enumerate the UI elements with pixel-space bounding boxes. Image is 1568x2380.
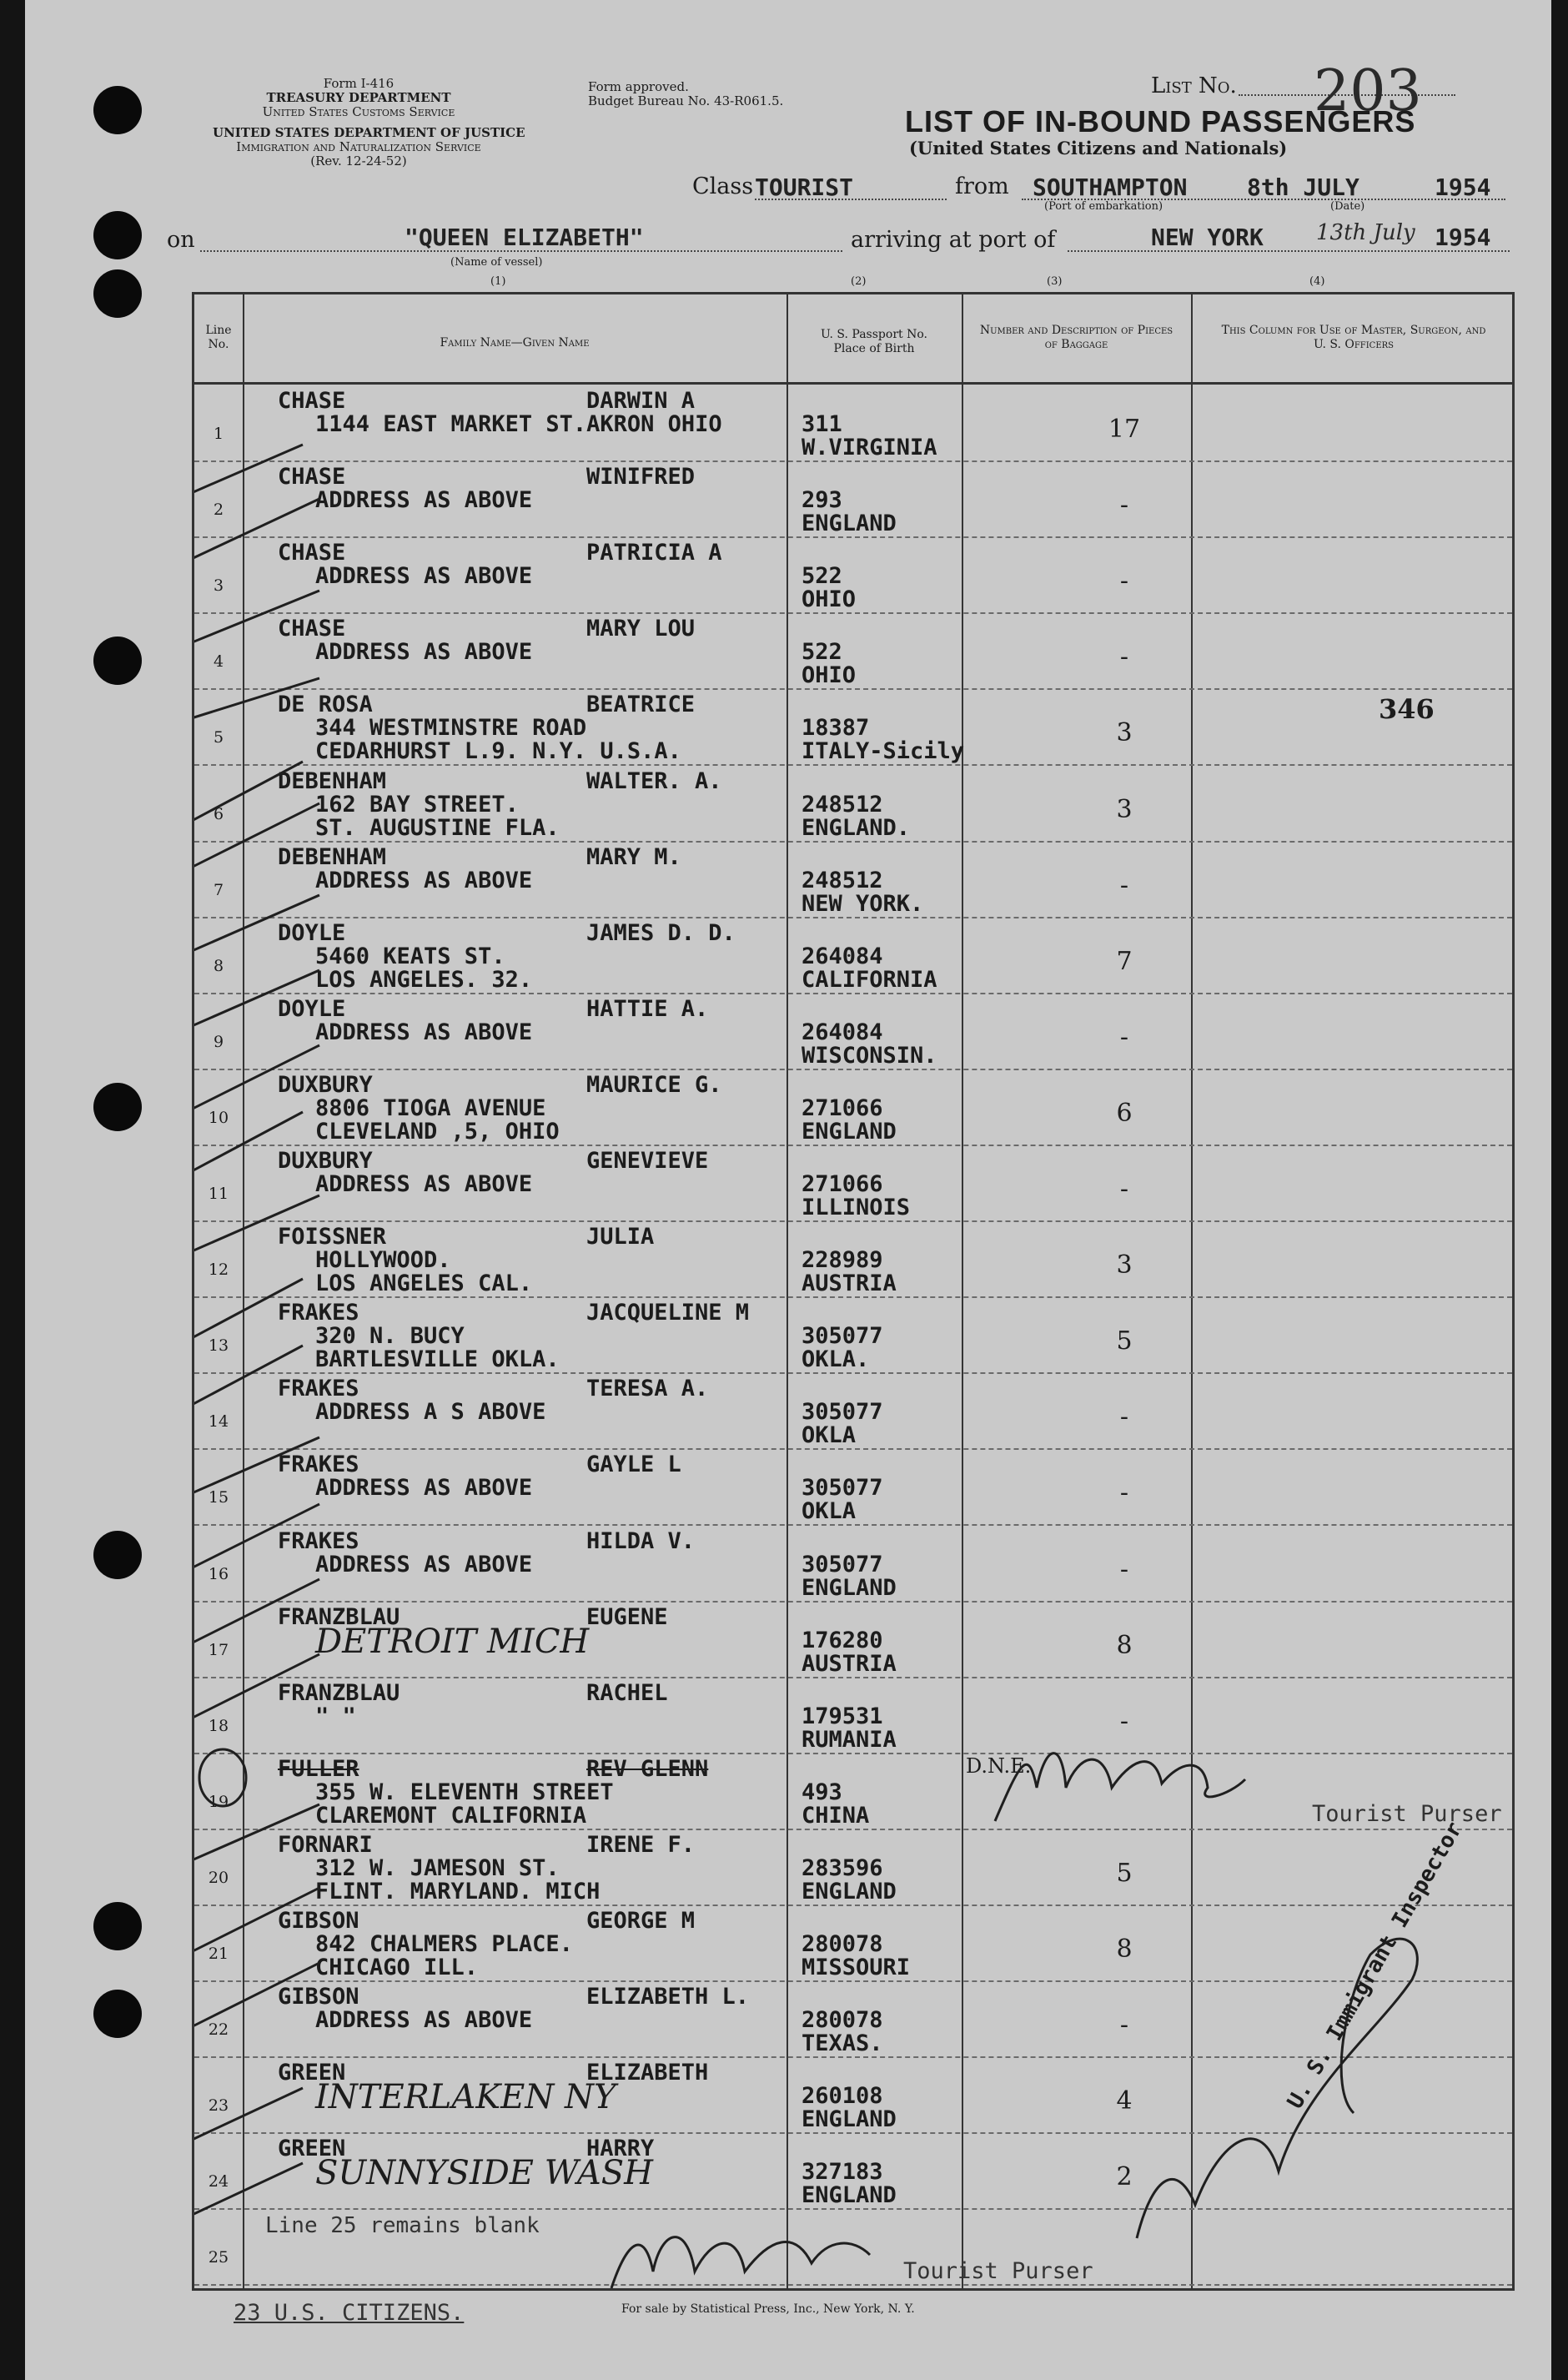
- passport-number: 248512: [802, 867, 883, 893]
- family-name: DUXBURY: [278, 1148, 373, 1174]
- place-of-birth: OHIO: [802, 662, 857, 689]
- passport-number: 280078: [802, 1931, 883, 1957]
- line-number: 8: [213, 956, 224, 975]
- line-number: 1: [213, 425, 224, 443]
- place-of-birth: ENGLAND: [802, 1878, 897, 1905]
- arrival-port: NEW YORK: [1151, 224, 1264, 251]
- address-line-1: 8806 TIOGA AVENUE: [315, 1094, 546, 1121]
- baggage-count: -: [1119, 1402, 1129, 1432]
- address-line-1: 355 W. ELEVENTH STREET: [315, 1779, 614, 1805]
- family-name: CHASE: [278, 616, 346, 642]
- citizen-count: 23 U.S. CITIZENS.: [234, 2300, 465, 2326]
- place-of-birth: ENGLAND.: [802, 814, 911, 841]
- line-number: 9: [213, 1032, 224, 1051]
- baggage-count: -: [1119, 1478, 1129, 1508]
- place-of-birth: OHIO: [802, 586, 857, 613]
- dne-note: D.N.E.: [966, 1754, 1032, 1778]
- header-passport: U. S. Passport No. Place of Birth: [821, 328, 927, 355]
- line25-note: Line 25 remains blank: [265, 2213, 540, 2238]
- arrival-year: 1954: [1435, 224, 1491, 251]
- form-approval: [588, 80, 783, 108]
- place-of-birth: W.VIRGINIA: [802, 435, 937, 460]
- address-line-1: 344 WESTMINSTRE ROAD: [315, 715, 587, 742]
- address-line-2: FLINT. MARYLAND. MICH: [315, 1878, 601, 1905]
- passport-number: 283596: [802, 1854, 883, 1881]
- form-revision: (Rev. 12-24-52): [310, 153, 407, 169]
- baggage-count: -: [1119, 1706, 1129, 1736]
- address-line-2: CEDARHURST L.9. N.Y. U.S.A.: [315, 738, 681, 765]
- passport-number: 264084: [802, 1019, 883, 1045]
- place-of-birth: OKLA: [802, 1498, 857, 1525]
- address-line-1: 1144 EAST MARKET ST.AKRON OHIO: [315, 411, 722, 437]
- address-line-1: 842 CHALMERS PLACE.: [315, 1931, 573, 1957]
- punch-hole: [93, 1902, 142, 1950]
- baggage-count: 17: [1108, 415, 1141, 444]
- family-name: CHASE: [278, 540, 346, 566]
- family-name: DOYLE: [278, 919, 346, 946]
- address-line-1: ADDRESS AS ABOVE: [315, 1019, 533, 1045]
- purser-signature-2: [611, 2237, 870, 2288]
- col-num-2: (2): [851, 275, 867, 288]
- baggage-count: -: [1119, 1554, 1129, 1584]
- on-label: on: [167, 227, 195, 253]
- header-officers: This Column for Use of Master, Surgeon, and U. S. Officers: [1221, 324, 1486, 351]
- place-of-birth: MISSOURI: [802, 1955, 911, 1980]
- baggage-count: -: [1119, 566, 1129, 596]
- address-line-1: ADDRESS AS ABOVE: [315, 867, 533, 893]
- line-number: 15: [208, 1488, 229, 1507]
- justice-dept: UNITED STATES DEPARTMENT OF JUSTICE: [213, 125, 525, 140]
- baggage-count: 3: [1116, 794, 1133, 824]
- embark-date: 8th JULY: [1247, 174, 1359, 201]
- vessel-caption: (Name of vessel): [450, 256, 543, 269]
- place-of-birth: NEW YORK.: [802, 890, 924, 917]
- family-name: CHASE: [278, 464, 346, 491]
- passport-number: 176280: [802, 1627, 883, 1653]
- baggage-count: 5: [1116, 1858, 1133, 1888]
- passport-number: 248512: [802, 791, 883, 818]
- given-name: HILDA V.: [586, 1527, 696, 1554]
- punch-hole: [93, 86, 142, 134]
- arriving-label: arriving at port of: [851, 227, 1056, 253]
- baggage-count: -: [1119, 1175, 1129, 1204]
- given-name: WINIFRED: [586, 464, 696, 491]
- passport-number: 260108: [802, 2083, 883, 2110]
- date-caption: (Date): [1330, 200, 1365, 213]
- list-no-label: List No.: [1151, 73, 1237, 98]
- passport-number: 271066: [802, 1171, 883, 1197]
- address-line-1: ADDRESS AS ABOVE: [315, 1171, 533, 1197]
- place-of-birth: ENGLAND: [802, 2182, 897, 2209]
- passport-number: 179531: [802, 1703, 883, 1729]
- address-line-1: 5460 KEATS ST.: [315, 943, 505, 969]
- family-name: FRAKES: [278, 1376, 359, 1402]
- family-name: DEBENHAM: [278, 843, 387, 870]
- passport-number: 522: [802, 639, 842, 666]
- passport-number: 18387: [802, 715, 870, 742]
- family-name: DOYLE: [278, 995, 346, 1022]
- from-label: from: [955, 174, 1009, 199]
- inspector-signature: [1137, 1939, 1417, 2238]
- given-name: GAYLE L: [586, 1452, 681, 1478]
- form-number: Form I-416: [323, 76, 395, 91]
- place-of-birth: TEXAS.: [802, 2030, 883, 2057]
- place-of-birth: AUSTRIA: [802, 1650, 897, 1677]
- baggage-count: 6: [1116, 1098, 1133, 1128]
- address-line-1: ADDRESS AS ABOVE: [315, 563, 533, 590]
- baggage-count: -: [1119, 870, 1129, 900]
- passport-number: 311: [802, 411, 842, 437]
- passport-number: 327183: [802, 2159, 883, 2186]
- baggage-count: 8: [1116, 1630, 1133, 1660]
- header-line-no: Line No.: [205, 324, 232, 351]
- punch-hole: [93, 1083, 142, 1131]
- line-number: 17: [208, 1640, 229, 1659]
- manifest-page: [25, 0, 1551, 2380]
- address-line-1: " ": [315, 1703, 356, 1729]
- address-line-1: ADDRESS A S ABOVE: [315, 1399, 546, 1426]
- given-name: GENEVIEVE: [586, 1148, 709, 1174]
- given-name: JACQUELINE M: [586, 1300, 750, 1326]
- family-name: DUXBURY: [278, 1071, 373, 1098]
- given-name: DARWIN A: [586, 388, 696, 414]
- line-number: 11: [208, 1185, 229, 1203]
- check-marks: [194, 445, 319, 2222]
- passport-number: 271066: [802, 1094, 883, 1121]
- inspector-stamp: U. S. Immigrant Inspector: [1283, 1818, 1468, 2113]
- passport-number: 305077: [802, 1551, 883, 1577]
- family-name: FRAKES: [278, 1300, 359, 1326]
- place-of-birth: AUSTRIA: [802, 1271, 897, 1297]
- place-of-birth: ENGLAND: [802, 1118, 897, 1145]
- family-name: FRAKES: [278, 1527, 359, 1554]
- given-name: ELIZABETH: [586, 2060, 709, 2086]
- address-line-1: DETROIT MICH: [315, 1622, 590, 1661]
- budget-bureau-text: Budget Bureau No. 43-R061.5.: [588, 93, 784, 108]
- class-line: [755, 199, 947, 200]
- given-name: REV GLENN: [586, 1755, 709, 1782]
- family-name: FRANZBLAU: [278, 1679, 400, 1706]
- treasury-dept: TREASURY DEPARTMENT: [266, 90, 451, 105]
- baggage-count: 2: [1116, 2162, 1133, 2192]
- address-line-1: HOLLYWOOD.: [315, 1247, 451, 1274]
- passport-number: 293: [802, 487, 842, 514]
- embark-port: SOUTHAMPTON: [1033, 174, 1188, 201]
- passport-number: 493: [802, 1779, 842, 1805]
- punch-hole: [93, 211, 142, 259]
- passport-number: 522: [802, 563, 842, 590]
- document-subtitle: (United States Citizens and Nationals): [909, 138, 1288, 158]
- baggage-count: -: [1119, 1022, 1129, 1052]
- vessel-name: "QUEEN ELIZABETH": [405, 224, 644, 251]
- form-approved-text: Form approved.: [588, 79, 689, 94]
- port-caption: (Port of embarkation): [1044, 200, 1163, 213]
- line-number: 3: [213, 576, 224, 596]
- place-of-birth: CHINA: [802, 1802, 870, 1829]
- family-name: GIBSON: [278, 1908, 359, 1934]
- address-line-1: ADDRESS AS ABOVE: [315, 1475, 533, 1502]
- punch-hole: [93, 1990, 142, 2038]
- address-line-2: ST. AUGUSTINE FLA.: [315, 814, 560, 841]
- baggage-count: 8: [1116, 1935, 1133, 1964]
- document-title: LIST OF IN-BOUND PASSENGERS: [905, 104, 1416, 138]
- line-number: 23: [208, 2096, 229, 2116]
- address-line-2: CHICAGO ILL.: [315, 1955, 479, 1980]
- line-number: 2: [213, 501, 224, 520]
- passport-number: 280078: [802, 2007, 883, 2034]
- punch-hole: [93, 269, 142, 318]
- given-name: JULIA: [586, 1224, 655, 1250]
- given-name: RACHEL: [586, 1679, 668, 1706]
- address-line-1: 162 BAY STREET.: [315, 791, 519, 818]
- place-of-birth: ENGLAND: [802, 2106, 897, 2133]
- line19-circle: [199, 1749, 246, 1806]
- address-line-2: CLEVELAND ,5, OHIO: [315, 1118, 560, 1145]
- place-of-birth: RUMANIA: [802, 1726, 897, 1753]
- given-name: JAMES D. D.: [586, 919, 736, 946]
- officer-mark: 346: [1379, 693, 1435, 725]
- line-number: 22: [208, 2020, 229, 2040]
- signatures-and-marks: [194, 294, 1512, 2288]
- passport-number: 305077: [802, 1323, 883, 1350]
- address-line-1: ADDRESS AS ABOVE: [315, 487, 533, 514]
- passenger-table: [192, 292, 1515, 2291]
- punch-hole: [93, 1531, 142, 1579]
- place-of-birth: CALIFORNIA: [802, 966, 937, 993]
- given-name: MAURICE G.: [586, 1071, 722, 1098]
- passport-number: 305077: [802, 1399, 883, 1426]
- given-name: PATRICIA A: [586, 540, 722, 566]
- place-of-birth: ENGLAND: [802, 1574, 897, 1601]
- line-number: 24: [208, 2172, 229, 2191]
- place-of-birth: ILLINOIS: [802, 1195, 911, 1220]
- address-line-2: BARTLESVILLE OKLA.: [315, 1346, 560, 1373]
- printer-credit: For sale by Statistical Press, Inc., New York, N. Y.: [621, 2302, 915, 2316]
- family-name: GREEN: [278, 2060, 346, 2086]
- given-name: HARRY: [586, 2136, 655, 2162]
- place-of-birth: ITALY-Sicily: [802, 738, 965, 765]
- family-name: DEBENHAM: [278, 767, 387, 794]
- given-name: IRENE F.: [586, 1831, 696, 1858]
- line-number: 16: [208, 1564, 229, 1583]
- place-of-birth: OKLA: [802, 1422, 857, 1449]
- baggage-count: 3: [1116, 1250, 1133, 1281]
- line-number: 14: [208, 1412, 229, 1432]
- line-number: 12: [208, 1260, 229, 1280]
- form-header-block: [213, 76, 525, 169]
- line-number: 10: [208, 1108, 229, 1127]
- family-name: DE ROSA: [278, 692, 373, 718]
- header-baggage: Number and Description of Pieces of Baggage: [979, 324, 1173, 351]
- header-name: Family Name—Given Name: [440, 336, 590, 350]
- purser-title-1: Tourist Purser: [1312, 1801, 1502, 1827]
- line-number: 19: [208, 1792, 229, 1811]
- family-name: FRAKES: [278, 1452, 359, 1478]
- class-label: Class: [692, 174, 754, 199]
- line-number: 18: [208, 1716, 229, 1735]
- place-of-birth: WISCONSIN.: [802, 1042, 937, 1069]
- baggage-count: -: [1119, 2010, 1129, 2040]
- address-line-1: ADDRESS AS ABOVE: [315, 2007, 533, 2034]
- line-number: 6: [213, 804, 224, 823]
- arrival-date-handwritten: 13th July: [1316, 220, 1415, 245]
- given-name: GEORGE M: [586, 1908, 696, 1934]
- purser-title-2: Tourist Purser: [903, 2258, 1093, 2284]
- line-number: 25: [208, 2248, 229, 2267]
- given-name: BEATRICE: [586, 692, 696, 718]
- address-line-1: ADDRESS AS ABOVE: [315, 639, 533, 666]
- given-name: MARY LOU: [586, 616, 696, 642]
- line-number: 21: [208, 1945, 229, 1963]
- embark-year: 1954: [1435, 174, 1491, 201]
- place-of-birth: ENGLAND: [802, 511, 897, 537]
- passport-number: 264084: [802, 943, 883, 969]
- given-name: HATTIE A.: [586, 995, 709, 1022]
- family-name: FULLER: [278, 1755, 359, 1782]
- list-no-value: 203: [1314, 58, 1422, 124]
- family-name: GIBSON: [278, 1984, 359, 2010]
- baggage-count: 4: [1116, 2086, 1133, 2116]
- family-name: FOISSNER: [278, 1224, 387, 1250]
- address-line-1: INTERLAKEN NY: [315, 2078, 616, 2117]
- family-name: FORNARI: [278, 1831, 373, 1858]
- given-name: MARY M.: [586, 843, 681, 870]
- class-value: TOURIST: [755, 174, 854, 201]
- given-name: TERESA A.: [586, 1376, 709, 1402]
- line-number: 7: [213, 880, 224, 899]
- customs-service: United States Customs Service: [262, 104, 455, 119]
- line-number: 5: [213, 728, 224, 747]
- given-name: WALTER. A.: [586, 767, 722, 794]
- passport-number: 228989: [802, 1247, 883, 1274]
- place-of-birth: OKLA.: [802, 1346, 870, 1373]
- baggage-count: -: [1119, 491, 1129, 521]
- ins-service: Immigration and Naturalization Service: [236, 139, 481, 154]
- punch-hole: [93, 637, 142, 685]
- passport-number: 305077: [802, 1475, 883, 1502]
- address-line-1: ADDRESS AS ABOVE: [315, 1551, 533, 1577]
- family-name: CHASE: [278, 388, 346, 414]
- baggage-count: 7: [1116, 946, 1133, 976]
- line-number: 4: [213, 652, 224, 672]
- given-name: EUGENE: [586, 1603, 668, 1630]
- family-name: GREEN: [278, 2136, 346, 2162]
- baggage-count: 5: [1116, 1326, 1133, 1356]
- address-line-2: LOS ANGELES. 32.: [315, 966, 533, 993]
- col-num-1: (1): [490, 275, 506, 288]
- purser-signature-1: [995, 1754, 1245, 1821]
- address-line-1: SUNNYSIDE WASH: [315, 2154, 653, 2193]
- col-num-4: (4): [1309, 275, 1325, 288]
- family-name: FRANZBLAU: [278, 1603, 400, 1630]
- address-line-2: LOS ANGELES CAL.: [315, 1271, 533, 1297]
- baggage-count: -: [1119, 642, 1129, 672]
- line-number: 13: [208, 1336, 229, 1356]
- address-line-1: 312 W. JAMESON ST.: [315, 1854, 560, 1881]
- col-num-3: (3): [1047, 275, 1063, 288]
- address-line-1: 320 N. BUCY: [315, 1323, 465, 1350]
- baggage-count: 3: [1116, 718, 1133, 748]
- line-number: 20: [208, 1868, 229, 1887]
- given-name: ELIZABETH L.: [586, 1984, 750, 2010]
- address-line-2: CLAREMONT CALIFORNIA: [315, 1802, 587, 1829]
